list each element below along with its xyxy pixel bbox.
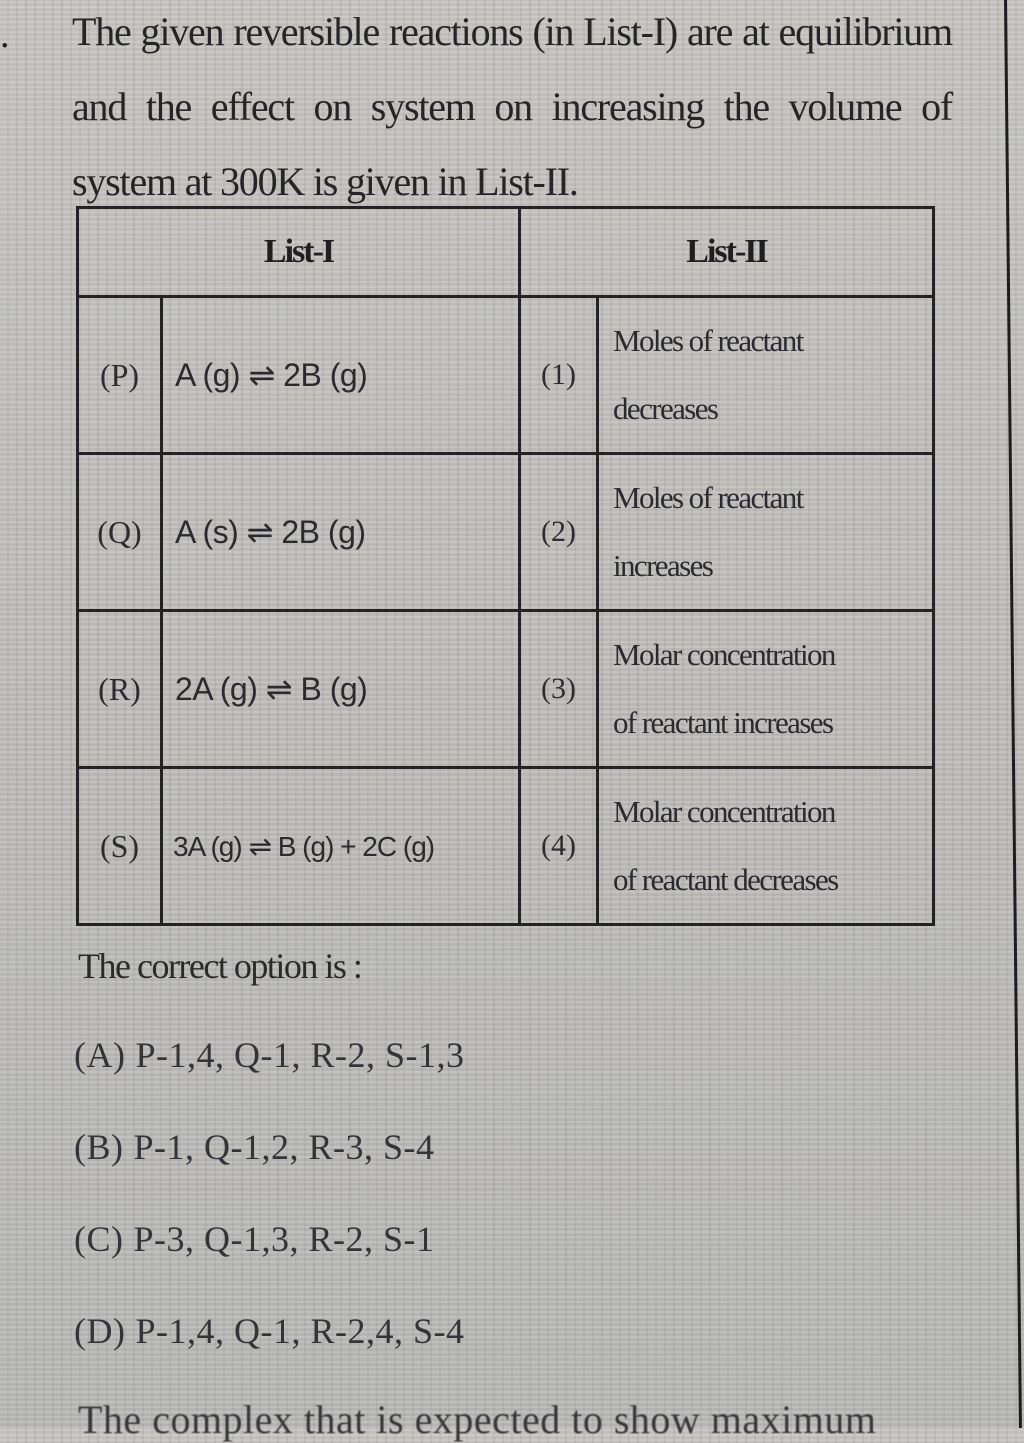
effect-line-1: Molar concentration [613,637,835,672]
next-question-partial-text: The complex that is expected to show maximum [78,1397,877,1442]
effect-line-2: of reactant increases [613,705,833,740]
effect-line-2: of reactant decreases [613,862,838,897]
reaction-equation: 3A (g) ⇌ B (g) + 2C (g) [162,768,520,925]
table-row [78,768,934,925]
effect-number: (2) [520,454,598,611]
row-label: (R) [78,611,162,768]
table-header-row [78,208,934,297]
option-text: P-1,4, Q-1, R-2,4, S-4 [135,1311,465,1351]
effect-description [598,297,934,454]
row-label: (Q) [78,454,162,611]
match-list-table [76,206,935,926]
reaction-equation: 2A (g) ⇌ B (g) [162,611,520,768]
question-stem: The given reversible reactions (in List-I) are at equilibrium and the effect on system on increasing the volume of system at 300K is given in List-II. [72,9,952,204]
answer-prompt: The correct option is : [78,946,362,986]
effect-line-2: increases [613,548,713,583]
page-column-divider [1004,0,1022,1428]
option-text: P-1,4, Q-1, R-2, S-1,3 [135,1035,465,1075]
reaction-equation: A (g) ⇌ 2B (g) [162,297,520,454]
option-text: P-3, Q-1,3, R-2, S-1 [133,1219,435,1259]
option-c[interactable] [74,1214,774,1306]
row-label: (S) [78,768,162,925]
effect-description [598,454,934,611]
option-b[interactable] [74,1122,774,1214]
effect-number: (4) [520,768,598,925]
option-letter: (B) [74,1127,124,1167]
effect-line-1: Moles of reactant [613,323,803,358]
option-a[interactable] [74,1030,774,1122]
row-label: (P) [78,297,162,454]
reaction-equation: A (s) ⇌ 2B (g) [162,454,520,611]
list-2-header: List-II [520,208,934,297]
effect-line-1: Molar concentration [613,794,835,829]
list-1-header: List-I [78,208,520,297]
effect-line-1: Moles of reactant [613,480,803,515]
effect-description [598,768,934,925]
table-row [78,454,934,611]
option-letter: (C) [74,1219,124,1259]
option-letter: (D) [74,1311,126,1351]
effect-number: (1) [520,297,598,454]
option-text: P-1, Q-1,2, R-3, S-4 [133,1127,435,1167]
effect-description [598,611,934,768]
effect-line-2: decreases [613,391,718,426]
answer-options [74,1030,774,1398]
table-row [78,611,934,768]
table-row [78,297,934,454]
option-letter: (A) [74,1035,126,1075]
effect-number: (3) [520,611,598,768]
option-d[interactable] [74,1306,774,1398]
question-number-dot: . [0,14,10,56]
